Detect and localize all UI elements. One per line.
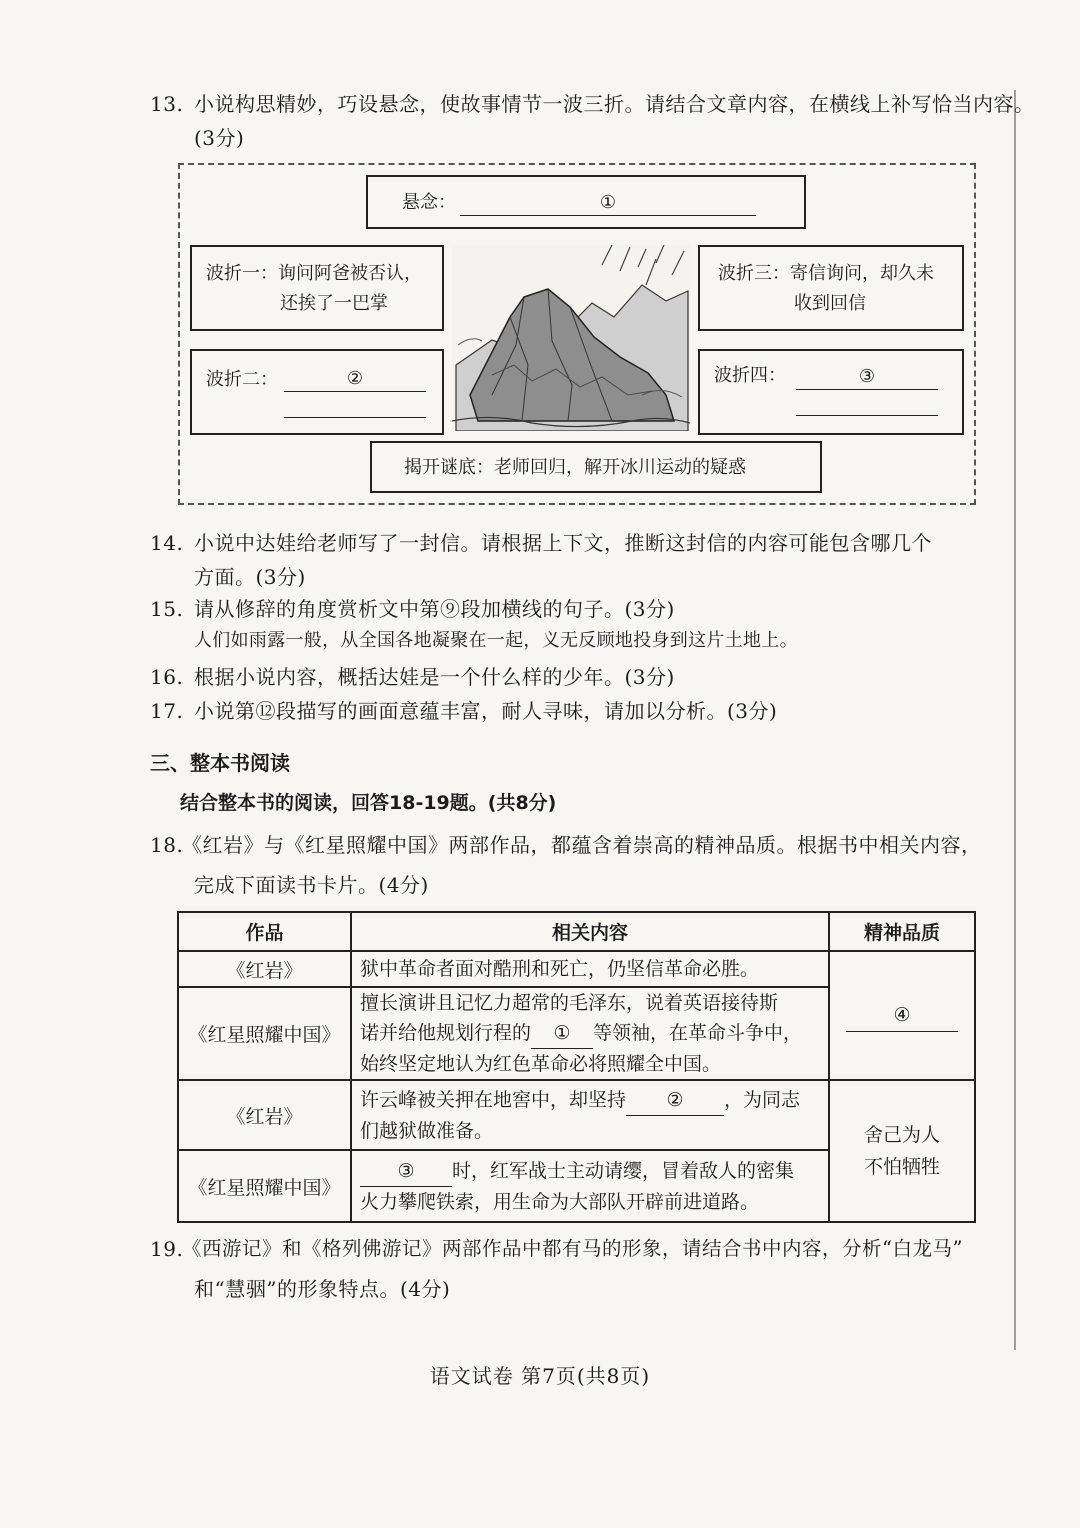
- fill-blank[interactable]: ①: [531, 1018, 593, 1049]
- quality-blank[interactable]: ④: [846, 999, 958, 1032]
- question-13: [150, 87, 1035, 157]
- twist-four-label: 波折四：: [714, 365, 786, 386]
- question-text: 小说构思精妙，巧设悬念，使故事情节一波三折。请结合文章内容，在横线上补写恰当内容。: [194, 92, 1035, 116]
- header-work: 作品: [178, 912, 351, 951]
- question-number: 13.: [150, 92, 184, 116]
- question-15: [150, 592, 990, 658]
- twist-one-text-cont: 还挨了一巴掌: [280, 293, 388, 314]
- twist-three-text: 波折三：寄信询问，却久未: [718, 263, 934, 284]
- question-number: 19.: [150, 1237, 184, 1261]
- question-19: [150, 1232, 990, 1306]
- fill-blank[interactable]: ②: [626, 1085, 724, 1116]
- work-cell: 《红岩》: [178, 1080, 351, 1150]
- work-cell: 《红星照耀中国》: [178, 1150, 351, 1222]
- work-cell: 《红星照耀中国》: [178, 987, 351, 1080]
- question-score: (3分): [194, 126, 245, 150]
- question-text: 根据小说内容，概括达娃是一个什么样的少年。(3分): [194, 665, 675, 689]
- question-text: 《西游记》和《格列佛游记》两部作品中都有马的形象，请结合书中内容，分析“白龙马”: [182, 1237, 963, 1260]
- table-row: [178, 951, 975, 987]
- question-17: [150, 694, 990, 728]
- content-text: 许云峰被关押在地窖中，却坚持: [360, 1088, 627, 1111]
- twist-four-box: [698, 349, 964, 435]
- reveal-text: 揭开谜底：老师回归，解开冰川运动的疑惑: [404, 457, 746, 478]
- suspense-label: 悬念：: [402, 192, 456, 213]
- content-text: ，为同志: [724, 1088, 801, 1111]
- content-line: 们越狱做准备。: [360, 1119, 494, 1142]
- question-text: 请从修辞的角度赏析文中第⑨段加横线的句子。(3分): [194, 597, 675, 621]
- suspense-box: [366, 175, 806, 229]
- twist-two-blank-line[interactable]: [284, 417, 426, 418]
- suspense-blank[interactable]: ①: [460, 191, 756, 216]
- quality-text: 舍己为人: [863, 1124, 940, 1146]
- section-title: 三、整本书阅读: [150, 751, 290, 775]
- question-text-cont: 完成下面读书卡片。(4分): [194, 873, 429, 897]
- question-text: 《红岩》与《红星照耀中国》两部作品，都蕴含着崇高的精神品质。根据书中相关内容，: [182, 833, 982, 857]
- content-line: 始终坚定地认为红色革命必将照耀全中国。: [360, 1053, 722, 1075]
- plot-diagram: [178, 163, 976, 505]
- content-line: [360, 1156, 820, 1187]
- table-row: [178, 1080, 975, 1150]
- content-cell: [351, 987, 829, 1080]
- question-18: [150, 828, 990, 898]
- content-text: 等领袖，在革命斗争中，: [593, 1022, 803, 1044]
- question-number: 15.: [150, 597, 184, 621]
- page-footer: 语文试卷 第7页(共8页): [429, 1364, 651, 1388]
- header-content: 相关内容: [351, 912, 829, 951]
- content-line: 火力攀爬铁索，用生命为大部队开辟前进道路。: [360, 1190, 760, 1213]
- quoted-sentence: 人们如雨露一般，从全国各地凝聚在一起，义无反顾地投身到这片土地上。: [194, 630, 798, 651]
- section-intro: 结合整本书的阅读，回答18-19题。(共8分): [180, 792, 557, 814]
- content-cell: [351, 1080, 829, 1150]
- twist-three-text-cont: 收到回信: [794, 293, 866, 314]
- question-number: 17.: [150, 699, 184, 723]
- content-line: [360, 1085, 820, 1116]
- question-16: [150, 660, 990, 694]
- content-cell: [351, 1150, 829, 1222]
- margin-rule: [1014, 90, 1016, 1350]
- twist-two-blank[interactable]: ②: [284, 367, 426, 392]
- twist-four-blank[interactable]: ③: [796, 365, 938, 390]
- glacier-mountain-image: [452, 245, 690, 431]
- question-text-cont: 方面。(3分): [194, 565, 306, 589]
- quality-cell: [829, 1080, 975, 1222]
- question-number: 14.: [150, 531, 184, 555]
- work-cell: 《红岩》: [178, 951, 351, 987]
- reading-card-table: [177, 911, 976, 1223]
- question-text: 小说第⑫段描写的画面意蕴丰富，耐人寻味，请加以分析。(3分): [194, 699, 778, 723]
- question-number: 16.: [150, 665, 184, 689]
- question-14: [150, 526, 990, 594]
- content-cell: 狱中革命者面对酷刑和死亡，仍坚信革命必胜。: [351, 951, 829, 987]
- question-text-cont: 和“慧骃”的形象特点。(4分): [194, 1277, 451, 1301]
- twist-two-box: [190, 349, 444, 435]
- content-text: 时，红军战士主动请缨，冒着敌人的密集: [452, 1159, 795, 1182]
- twist-four-blank-line[interactable]: [796, 415, 938, 416]
- reveal-box: [370, 441, 822, 493]
- twist-one-text: 波折一：询问阿爸被否认，: [206, 263, 422, 284]
- header-quality: 精神品质: [829, 912, 975, 951]
- quality-cell: [829, 951, 975, 1080]
- table-header-row: [178, 912, 975, 951]
- twist-two-label: 波折二：: [206, 369, 278, 390]
- twist-one-box: [190, 245, 444, 331]
- twist-three-box: [698, 245, 964, 331]
- content-line: [360, 1018, 820, 1049]
- quality-text: 不怕牺牲: [863, 1156, 940, 1178]
- content-line: 擅长演讲且记忆力超常的毛泽东，说着英语接待斯: [360, 992, 779, 1014]
- question-text: 小说中达娃给老师写了一封信。请根据上下文，推断这封信的内容可能包含哪几个: [194, 531, 932, 555]
- content-text: 诺并给他规划行程的: [360, 1022, 532, 1044]
- fill-blank[interactable]: ③: [360, 1156, 452, 1187]
- question-number: 18.: [150, 833, 184, 857]
